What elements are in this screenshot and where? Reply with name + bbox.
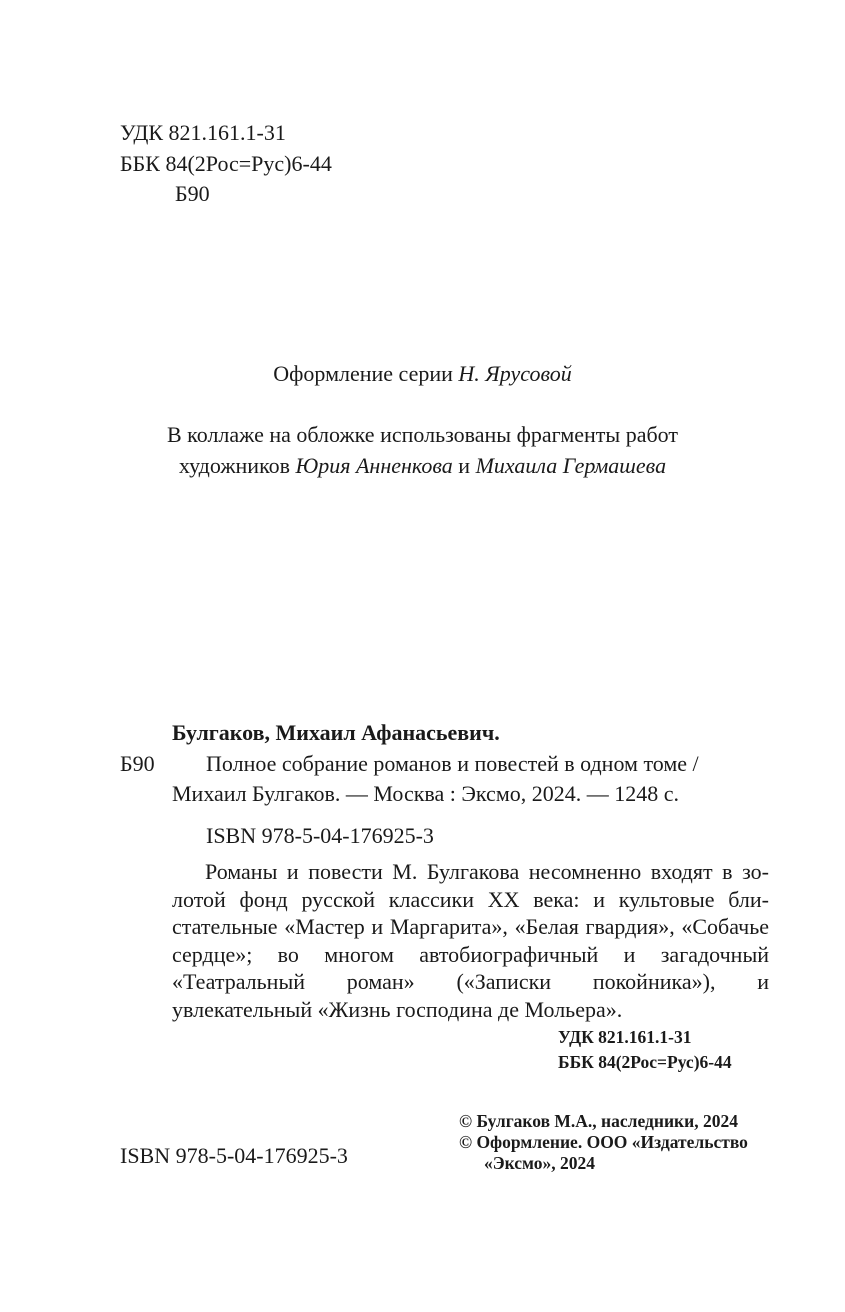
collage-artists-prefix: художников [178,453,296,478]
catalog-description: Романы и повести М. Булгакова несомненно входят в золотой фонд русской классики XX века: и культовые блистательные «Мастер и Маргарита», «Белая гвардия», «Собачье сердце»; во многом автобиографичный и загадочный «Театральный роман» («Записки покойника»), и увлекательный «Жизнь господина де Мольера». [172,859,769,1022]
collage-credit-line1: В коллаже на обложке использованы фрагменты работ [167,422,678,447]
series-design-prefix: Оформление серии [273,361,459,386]
copyright-author: © Булгаков М.А., наследники, 2024 [459,1111,738,1131]
series-design-credit [0,359,845,389]
udk-code: УДК 821.161.1-31 [120,120,286,145]
collage-credit-line2 [0,451,845,481]
catalog-bbk: ББК 84(2Рос=Рус)6-44 [558,1052,732,1072]
copyright-design-line2: «Эксмо», 2024 [484,1153,595,1173]
catalog-title-line1: Полное собрание романов и повестей в одном томе / [206,751,699,776]
author-mark: Б90 [175,181,210,206]
catalog-author-mark: Б90 [120,751,155,776]
series-designer-name: Н. Ярусовой [458,361,572,386]
artist-germashev: Михаила Гермашева [475,453,667,478]
catalog-author-heading: Булгаков, Михаил Афанасьевич. [172,720,500,745]
footer-isbn: ISBN 978-5-04-176925-3 [120,1143,348,1168]
catalog-udk: УДК 821.161.1-31 [558,1027,692,1047]
copyright-design-line1: © Оформление. ООО «Издательство [459,1132,748,1152]
artist-connector: и [452,453,476,478]
bbk-code: ББК 84(2Рос=Рус)6-44 [120,151,332,176]
artist-annenkov: Юрия Анненкова [295,453,453,478]
catalog-isbn: ISBN 978-5-04-176925-3 [206,823,434,848]
catalog-title-line2: Михаил Булгаков. — Москва : Эксмо, 2024. — 1248 с. [172,781,680,806]
